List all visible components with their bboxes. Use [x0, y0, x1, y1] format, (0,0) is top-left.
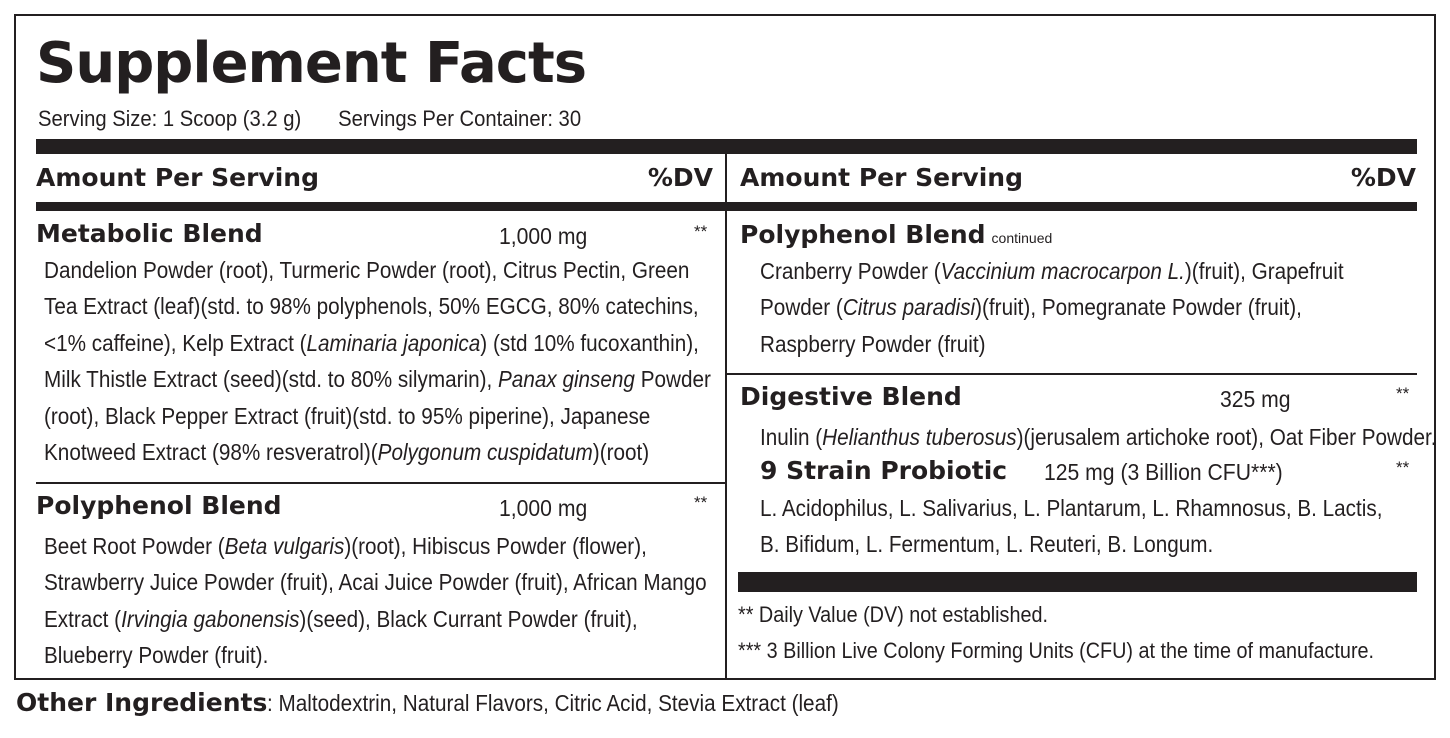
amount-header-left: Amount Per Serving: [36, 163, 319, 192]
other-ingredients-label: Other Ingredients: [16, 688, 268, 717]
probiotic-line-1: L. Acidophilus, L. Salivarius, L. Plantarum, L. Rhamnosus, B. Lactis,: [760, 495, 1383, 521]
polyphenol-line-3: Extract (Irvingia gabonensis)(seed), Black Currant Powder (fruit),: [44, 606, 638, 632]
digestive-blend-name: Digestive Blend: [740, 382, 962, 411]
probiotic-line-2: B. Bifidum, L. Fermentum, L. Reuteri, B. Longum.: [760, 531, 1214, 557]
other-ingredients: [16, 686, 903, 724]
serving-size: Serving Size: 1 Scoop (3.2 g): [38, 106, 302, 131]
dv-header-right: %DV: [1350, 163, 1416, 192]
metabolic-line-3: <1% caffeine), Kelp Extract (Laminaria japonica) (std 10% fucoxanthin),: [44, 330, 699, 356]
continued-note: continued: [991, 230, 1053, 246]
dv-header-left: %DV: [647, 163, 713, 192]
polyphenol-line-4: Blueberry Powder (fruit).: [44, 642, 269, 668]
divider-right: [727, 373, 1417, 375]
panel-title: Supplement Facts: [36, 31, 587, 96]
digestive-blend-dv: **: [1396, 384, 1410, 403]
header-bar-left: [36, 202, 725, 211]
serving-info: [38, 105, 581, 133]
footnote-1: ** Daily Value (DV) not established.: [738, 602, 1048, 627]
metabolic-blend-amount: 1,000 mg: [499, 223, 588, 249]
polyphenol-blend-amount: 1,000 mg: [499, 495, 588, 521]
polyphenol-cont-line-3: Raspberry Powder (fruit): [760, 331, 986, 357]
polyphenol-cont-line-1: Cranberry Powder (Vaccinium macrocarpon L.)(fruit), Grapefruit: [760, 258, 1344, 284]
header-bar-right: [727, 202, 1417, 211]
footnote-2: *** 3 Billion Live Colony Forming Units (CFU) at the time of manufacture.: [738, 638, 1375, 663]
metabolic-blend-dv: **: [694, 222, 708, 241]
polyphenol-blend-name: Polyphenol Blend: [36, 491, 282, 520]
metabolic-blend-name: Metabolic Blend: [36, 219, 263, 248]
servings-per-container: Servings Per Container: 30: [338, 106, 582, 131]
polyphenol-cont-name: Polyphenol Blend continued: [740, 220, 1053, 249]
probiotic-dv: **: [1396, 458, 1410, 477]
footnote-bar: [738, 572, 1417, 592]
probiotic-name: 9 Strain Probiotic: [760, 456, 1008, 485]
digestive-line: Inulin (Helianthus tuberosus)(jerusalem artichoke root), Oat Fiber Powder.: [760, 424, 1437, 450]
polyphenol-cont-line-2: Powder (Citrus paradisi)(fruit), Pomegranate Powder (fruit),: [760, 294, 1302, 320]
metabolic-line-1: Dandelion Powder (root), Turmeric Powder (root), Citrus Pectin, Green: [44, 257, 690, 283]
metabolic-line-4: Milk Thistle Extract (seed)(std. to 80% silymarin), Panax ginseng Powder: [44, 366, 711, 392]
column-divider: [725, 139, 727, 680]
digestive-blend-amount: 325 mg: [1220, 386, 1291, 412]
metabolic-line-2: Tea Extract (leaf)(std. to 98% polyphenols, 50% EGCG, 80% catechins,: [44, 293, 699, 319]
amount-header-right: Amount Per Serving: [740, 163, 1023, 192]
metabolic-line-6: Knotweed Extract (98% resveratrol)(Polygonum cuspidatum)(root): [44, 439, 650, 465]
polyphenol-line-2: Strawberry Juice Powder (fruit), Acai Juice Powder (fruit), African Mango: [44, 569, 707, 595]
other-ingredients-value: : Maltodextrin, Natural Flavors, Citric Acid, Stevia Extract (leaf): [267, 690, 840, 716]
probiotic-amount: 125 mg (3 Billion CFU***): [1044, 459, 1283, 485]
polyphenol-blend-dv: **: [694, 493, 708, 512]
supplement-facts-panel: [14, 14, 1436, 680]
metabolic-line-5: (root), Black Pepper Extract (fruit)(std. to 95% piperine), Japanese: [44, 403, 651, 429]
polyphenol-line-1: Beet Root Powder (Beta vulgaris)(root), Hibiscus Powder (flower),: [44, 533, 647, 559]
divider-left: [36, 482, 725, 484]
